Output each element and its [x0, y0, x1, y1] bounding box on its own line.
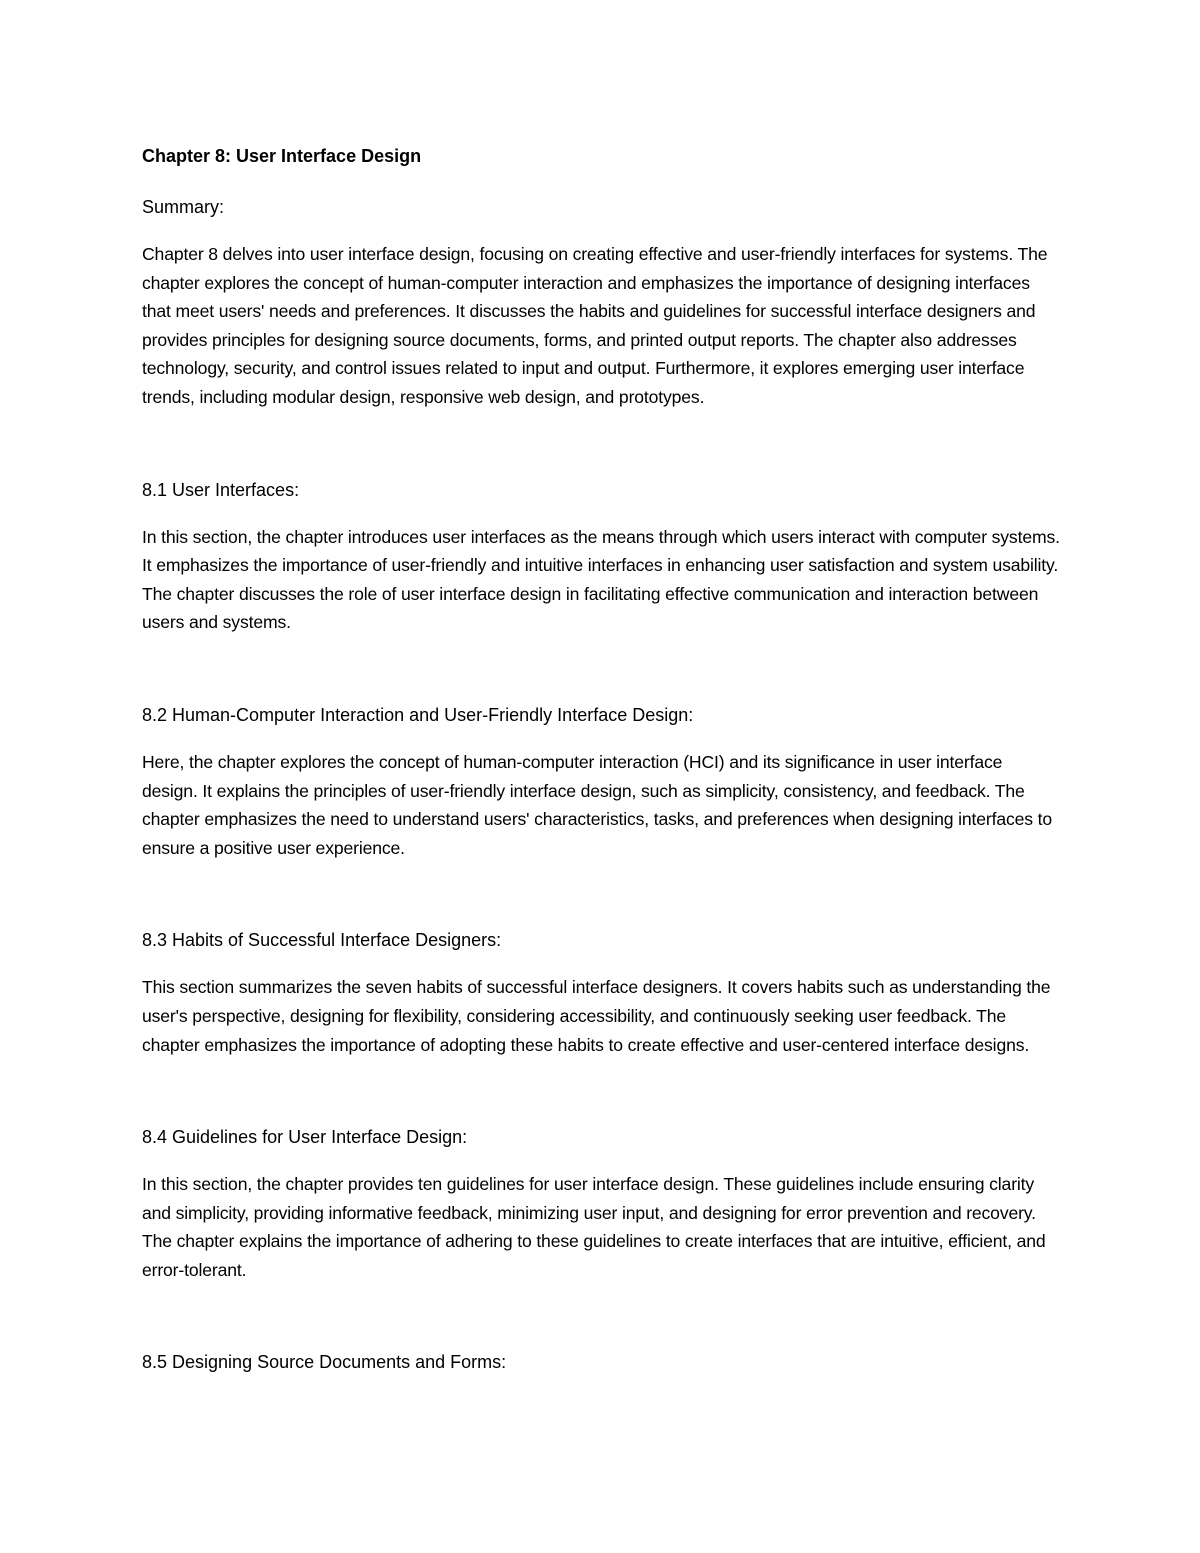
section-paragraph: Here, the chapter explores the concept of human-computer interaction (HCI) and its significance in user interface design. It explains the principles of user-friendly interface design, such as simplicity, consistency, and feedback. The chapter emphasizes the need to understand users' characteristics, tasks, and preferences when designing interfaces to ensure a positive user experience.: [142, 751, 1053, 858]
section-paragraph: This section summarizes the seven habits of successful interface designers. It covers habits such as understanding the user's perspective, designing for flexibility, considering accessibility, and continuously seeking user feedback. The chapter emphasizes the importance of adopting these habits to create effective and user-centered interface designs.: [142, 977, 1051, 1055]
section-8-3: [142, 922, 1062, 1059]
summary-label: Summary:: [142, 197, 225, 217]
section-8-4: [142, 1119, 1062, 1284]
section-8-5: [142, 1344, 1062, 1380]
section-heading: 8.3 Habits of Successful Interface Designers:: [142, 930, 502, 951]
summary-paragraph: Chapter 8 delves into user interface design, focusing on creating effective and user-friendly interfaces for systems. The chapter explores the concept of human-computer interaction and emphasizes the importance of designing interfaces that meet users' needs and preferences. It discusses the habits and guidelines for successful interface designers and provides principles for designing source documents, forms, and printed output reports. The chapter also addresses technology, security, and control issues related to input and output. Furthermore, it explores emerging user interface trends, including modular design, responsive web design, and prototypes.: [142, 244, 1048, 407]
section-heading: 8.1 User Interfaces:: [142, 479, 300, 500]
section-heading: 8.4 Guidelines for User Interface Design:: [142, 1127, 468, 1148]
section-paragraph: In this section, the chapter introduces user interfaces as the means through which users interact with computer systems. It emphasizes the importance of user-friendly and intuitive interfaces in enhancing user satisfaction and system usability. The chapter discusses the role of user interface design in facilitating effective communication and interaction between users and systems.: [142, 526, 1060, 633]
document-body: [142, 138, 1062, 1380]
section-8-2: [142, 697, 1062, 862]
section-8-1: [142, 472, 1062, 637]
chapter-title: Chapter 8: User Interface Design: [142, 146, 422, 166]
section-heading: 8.5 Designing Source Documents and Forms:: [142, 1352, 507, 1373]
section-paragraph: In this section, the chapter provides ten guidelines for user interface design. These guidelines include ensuring clarity and simplicity, providing informative feedback, minimizing user input, and designing for error prevention and recovery. The chapter explains the importance of adhering to these guidelines to create interfaces that are intuitive, efficient, and error-tolerant.: [142, 1174, 1046, 1280]
section-heading: 8.2 Human-Computer Interaction and User-Friendly Interface Design:: [142, 704, 694, 725]
